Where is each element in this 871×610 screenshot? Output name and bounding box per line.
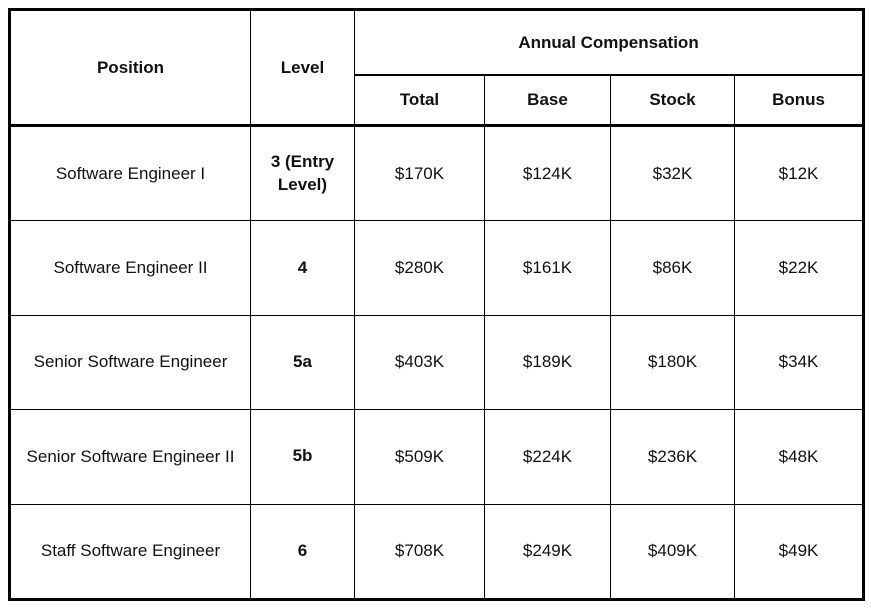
level-cell: 4	[251, 221, 355, 315]
table-row	[10, 504, 864, 599]
bonus-cell: $12K	[735, 126, 864, 221]
position-cell: Staff Software Engineer	[10, 504, 251, 599]
level-cell: 6	[251, 504, 355, 599]
level-cell: 3 (Entry Level)	[251, 126, 355, 221]
header-bonus: Bonus	[735, 75, 864, 126]
table-row	[10, 221, 864, 315]
compensation-table	[8, 8, 865, 601]
header-base: Base	[485, 75, 611, 126]
header-annual-compensation: Annual Compensation	[355, 10, 864, 76]
header-level: Level	[251, 10, 355, 126]
table-body	[10, 126, 864, 600]
table-header	[10, 10, 864, 126]
total-cell: $280K	[355, 221, 485, 315]
header-stock: Stock	[611, 75, 735, 126]
base-cell: $161K	[485, 221, 611, 315]
stock-cell: $86K	[611, 221, 735, 315]
table-row	[10, 126, 864, 221]
stock-cell: $32K	[611, 126, 735, 221]
bonus-cell: $48K	[735, 410, 864, 504]
total-cell: $509K	[355, 410, 485, 504]
table-row	[10, 410, 864, 504]
position-cell: Senior Software Engineer II	[10, 410, 251, 504]
base-cell: $124K	[485, 126, 611, 221]
header-row	[10, 10, 864, 76]
stock-cell: $180K	[611, 315, 735, 409]
base-cell: $249K	[485, 504, 611, 599]
position-cell: Software Engineer II	[10, 221, 251, 315]
bonus-cell: $49K	[735, 504, 864, 599]
total-cell: $403K	[355, 315, 485, 409]
stock-cell: $236K	[611, 410, 735, 504]
base-cell: $189K	[485, 315, 611, 409]
total-cell: $708K	[355, 504, 485, 599]
level-cell: 5b	[251, 410, 355, 504]
stock-cell: $409K	[611, 504, 735, 599]
bonus-cell: $22K	[735, 221, 864, 315]
table-row	[10, 315, 864, 409]
total-cell: $170K	[355, 126, 485, 221]
position-cell: Software Engineer I	[10, 126, 251, 221]
level-cell: 5a	[251, 315, 355, 409]
bonus-cell: $34K	[735, 315, 864, 409]
header-total: Total	[355, 75, 485, 126]
base-cell: $224K	[485, 410, 611, 504]
position-cell: Senior Software Engineer	[10, 315, 251, 409]
header-position: Position	[10, 10, 251, 126]
